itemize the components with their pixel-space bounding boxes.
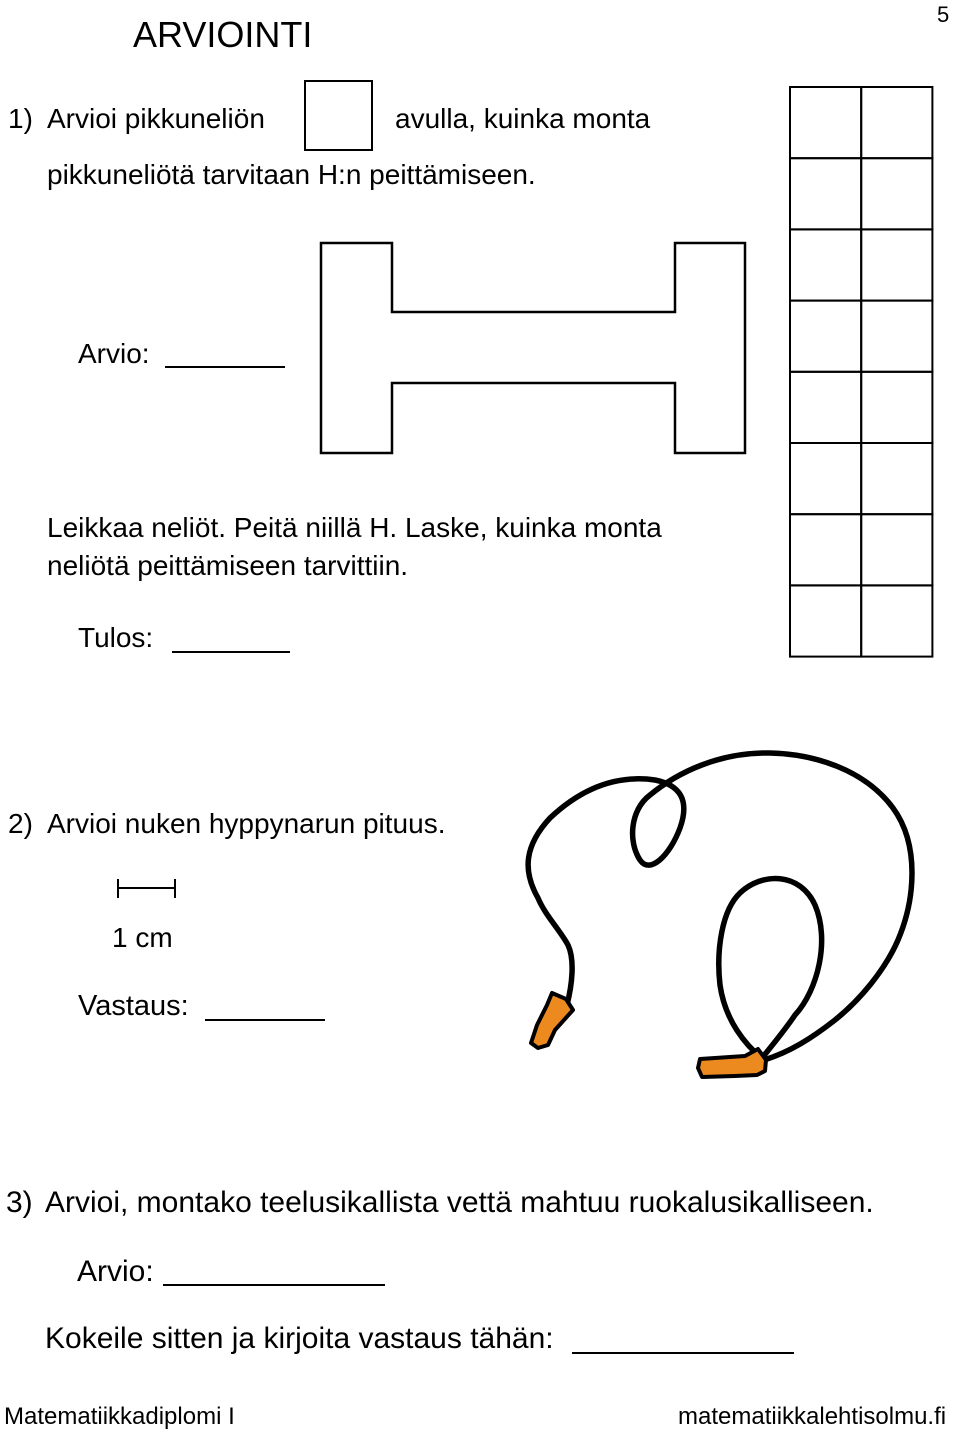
task3-estimate-label: Arvio: [77, 1255, 154, 1288]
task3-estimate-answer-line[interactable] [163, 1284, 385, 1286]
task1-instruction-line1: Leikkaa neliöt. Peitä niillä H. Laske, kuinka monta [47, 512, 662, 543]
footer-right-link[interactable]: matematiikkalehtisolmu.fi [678, 1403, 947, 1430]
task2-answer-label: Vastaus: [78, 990, 189, 1022]
task3-text: Arvioi, montako teelusikallista vettä mahtuu ruokalusikalliseen. [45, 1186, 874, 1219]
task2-text: Arvioi nuken hyppynarun pituus. [47, 808, 446, 839]
task2-number: 2) [8, 808, 33, 839]
task1-line2: pikkuneliötä tarvitaan H:n peittämiseen. [47, 159, 536, 190]
task3-try-label: Kokeile sitten ja kirjoita vastaus tähän: [45, 1322, 554, 1355]
footer-left: Matematiikkadiplomi I [4, 1403, 235, 1430]
task1-instruction-line2: neliötä peittämiseen tarvittiin. [47, 550, 409, 581]
task1-text-before: Arvioi pikkuneliön [47, 103, 265, 134]
task3-number: 3) [6, 1186, 33, 1219]
task1-number: 1) [8, 103, 33, 134]
task3-final-answer-line[interactable] [572, 1352, 794, 1354]
task1-text-after: avulla, kuinka monta [395, 103, 651, 134]
page-number: 5 [937, 2, 950, 27]
task1-estimate-label: Arvio: [78, 338, 150, 369]
page-title: ARVIOINTI [133, 14, 313, 55]
scale-label: 1 cm [112, 922, 173, 953]
task1-result-label: Tulos: [78, 622, 154, 653]
